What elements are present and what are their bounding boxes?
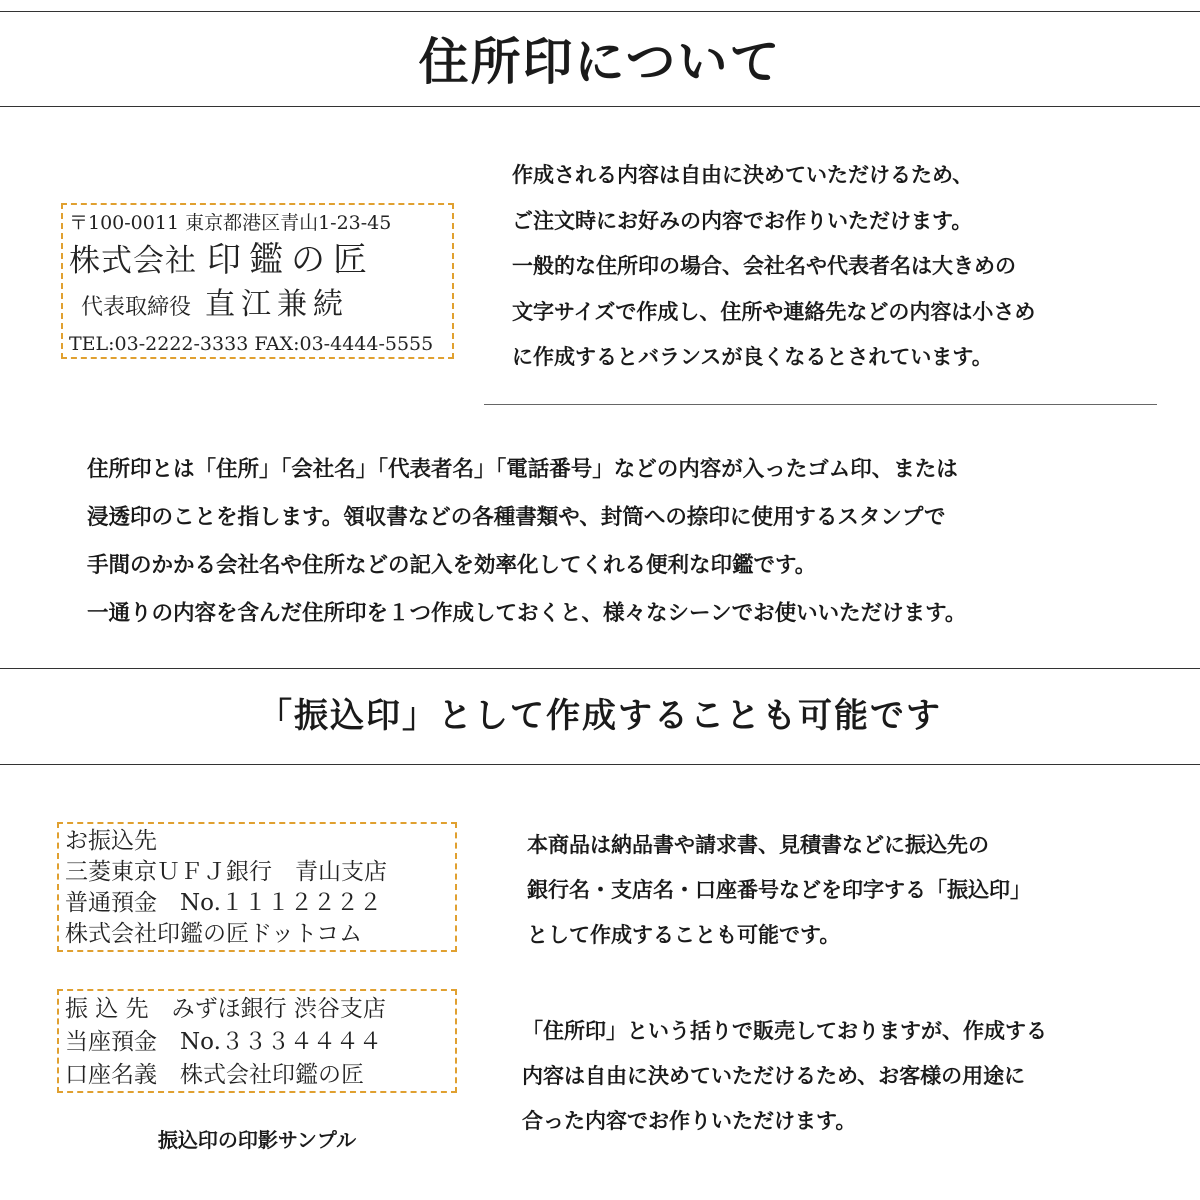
stamp-company-name: 印鑑の匠	[207, 240, 375, 280]
stamp-representative-title: 代表取締役	[81, 295, 192, 320]
section-title-transfer-stamp: 「振込印」として作成することも可能です	[258, 696, 942, 736]
transfer-stamp-sample-1	[57, 822, 457, 952]
stamp-company-prefix: 株式会社	[69, 243, 197, 279]
description-line: 浸透印のことを指します。領収書などの各種書類や、封筒への捺印に使用するスタンプで	[87, 505, 946, 530]
intro-line: 一般的な住所印の場合、会社名や代表者名は大きめの	[512, 253, 1016, 278]
intro-line: に作成するとバランスが良くなるとされています。	[512, 344, 993, 369]
paragraph-line: 銀行名・支店名・口座番号などを印字する「振込印」	[527, 877, 1031, 902]
stamp-line: 振 込 先 みずほ銀行 渋谷支店	[65, 996, 386, 1022]
intro-line: 文字サイズで作成し、住所や連絡先などの内容は小さめ	[512, 298, 1036, 324]
section2-top-rule	[0, 668, 1200, 669]
transfer-paragraph-1	[527, 822, 1031, 957]
stamp-line: 当座預金 No.３３３４４４４	[65, 1029, 382, 1055]
stamp-address-line: 〒100-0011 東京都港区青山1-23-45	[69, 212, 392, 234]
intro-paragraph	[512, 152, 1035, 380]
description-paragraph	[87, 446, 966, 638]
description-line: 一通りの内容を含んだ住所印を１つ作成しておくと、様々なシーンでお使いいただけます。	[87, 601, 967, 626]
stamp-representative-line	[69, 284, 446, 329]
paragraph-line: として作成することも可能です。	[527, 922, 841, 947]
transfer-paragraph-2	[522, 1008, 1047, 1143]
paragraph-line: 本商品は納品書や請求書、見積書などに振込先の	[527, 832, 989, 857]
section-title-address-stamp: 住所印について	[418, 32, 782, 91]
paragraph-line: 合った内容でお作りいただけます。	[522, 1108, 857, 1133]
stamp-sample-caption: 振込印の印影サンプル	[157, 1128, 357, 1152]
top-rule	[0, 11, 1200, 12]
intro-line: ご注文時にお好みの内容でお作りいただけます。	[512, 207, 973, 233]
stamp-line: お振込先	[65, 828, 157, 854]
paragraph-line: 内容は自由に決めていただけるため、お客様の用途に	[522, 1063, 1026, 1088]
stamp-line: 普通預金 No.１１１２２２２	[65, 890, 382, 916]
address-stamp-sample	[61, 203, 454, 359]
description-line: 手間のかかる会社名や住所などの記入を効率化してくれる便利な印鑑です。	[87, 553, 817, 578]
intro-line: 作成される内容は自由に決めていただけるため、	[512, 162, 974, 187]
stamp-contact-line: TEL:03-2222-3333 FAX:03-4444-5555	[69, 333, 434, 355]
title-bottom-rule	[0, 106, 1200, 107]
section2-title-bottom-rule	[0, 764, 1200, 765]
stamp-line: 株式会社印鑑の匠ドットコム	[65, 921, 363, 947]
stamp-company-line	[69, 237, 446, 284]
paragraph-line: 「住所印」という括りで販売しておりますが、作成する	[522, 1018, 1047, 1043]
description-line: 住所印とは「住所」「会社名」「代表者名」「電話番号」などの内容が入ったゴム印、または	[87, 457, 958, 482]
stamp-line: 三菱東京ＵＦＪ銀行 青山支店	[65, 859, 387, 885]
intro-divider	[484, 404, 1157, 405]
transfer-stamp-sample-2	[57, 989, 457, 1093]
stamp-representative-name: 直江兼続	[205, 287, 350, 322]
stamp-line: 口座名義 株式会社印鑑の匠	[65, 1062, 364, 1088]
